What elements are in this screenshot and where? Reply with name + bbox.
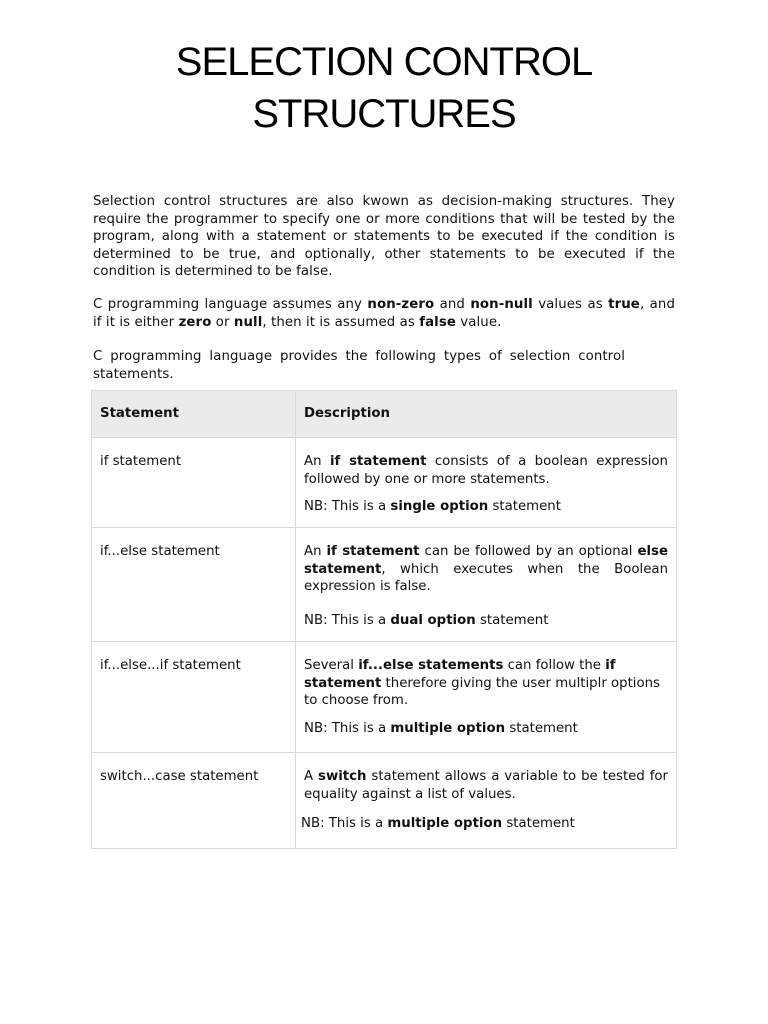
description-text: A switch statement allows a variable to be tested for equality against a list of values.: [304, 769, 669, 802]
title-line-1: SELECTION CONTROL: [175, 40, 593, 84]
description-text: An if statement consists of a boolean expression followed by one or more statements.: [304, 454, 668, 487]
selection-statements-table: [91, 390, 677, 849]
keyword-null: null: [233, 314, 263, 330]
table-row: [92, 528, 677, 642]
header-statement: Statement: [92, 391, 296, 438]
header-description: Description: [296, 391, 677, 438]
description-cell: [296, 528, 677, 642]
keyword-false: false: [419, 314, 456, 330]
nb-note: NB: This is a multiple option statement: [301, 816, 575, 831]
table-row: [92, 438, 677, 528]
intro-paragraph-3: C programming language provides the following types of selection control statements.: [93, 349, 625, 382]
keyword-non-zero: non-zero: [367, 297, 435, 312]
description-text: Several if...else statements can follow the if statement therefore giving the user multiplr options to choose from.: [304, 658, 660, 708]
description-cell: [296, 438, 677, 528]
nb-note: NB: This is a multiple option statement: [304, 720, 578, 736]
statement-cell: if statement: [92, 438, 296, 528]
table-row: [92, 642, 677, 753]
intro-paragraph-1: Selection control structures are also kwown as decision-making structures. They require the programmer to specify one or more conditions that will be tested by the program, along with a statement or statements to be executed if the condition is determined to be true, and optionally, other statements to be executed if the condition is determined to be false.: [93, 194, 675, 279]
description-text: An if statement can be followed by an optional else statement, which executes when the Boolean expression is false.: [304, 544, 668, 594]
description-cell: [296, 642, 677, 753]
statement-cell: if...else...if statement: [92, 642, 296, 753]
page-title: [0, 36, 768, 140]
keyword-zero: zero: [178, 314, 212, 330]
nb-note: NB: This is a single option statement: [304, 499, 561, 514]
intro-paragraph-2: C programming language assumes any non-zero and non-null values as true, and if it is either zero or null, then it is assumed as false value.: [93, 297, 675, 330]
table-header-row: [92, 391, 677, 438]
title-line-2: STRUCTURES: [252, 92, 516, 136]
statement-cell: if...else statement: [92, 528, 296, 642]
keyword-non-null: non-null: [470, 297, 533, 312]
description-cell: [296, 753, 677, 849]
statement-cell: switch...case statement: [92, 753, 296, 849]
keyword-true: true: [608, 297, 640, 312]
nb-note: NB: This is a dual option statement: [304, 612, 549, 628]
table-row: [92, 753, 677, 849]
